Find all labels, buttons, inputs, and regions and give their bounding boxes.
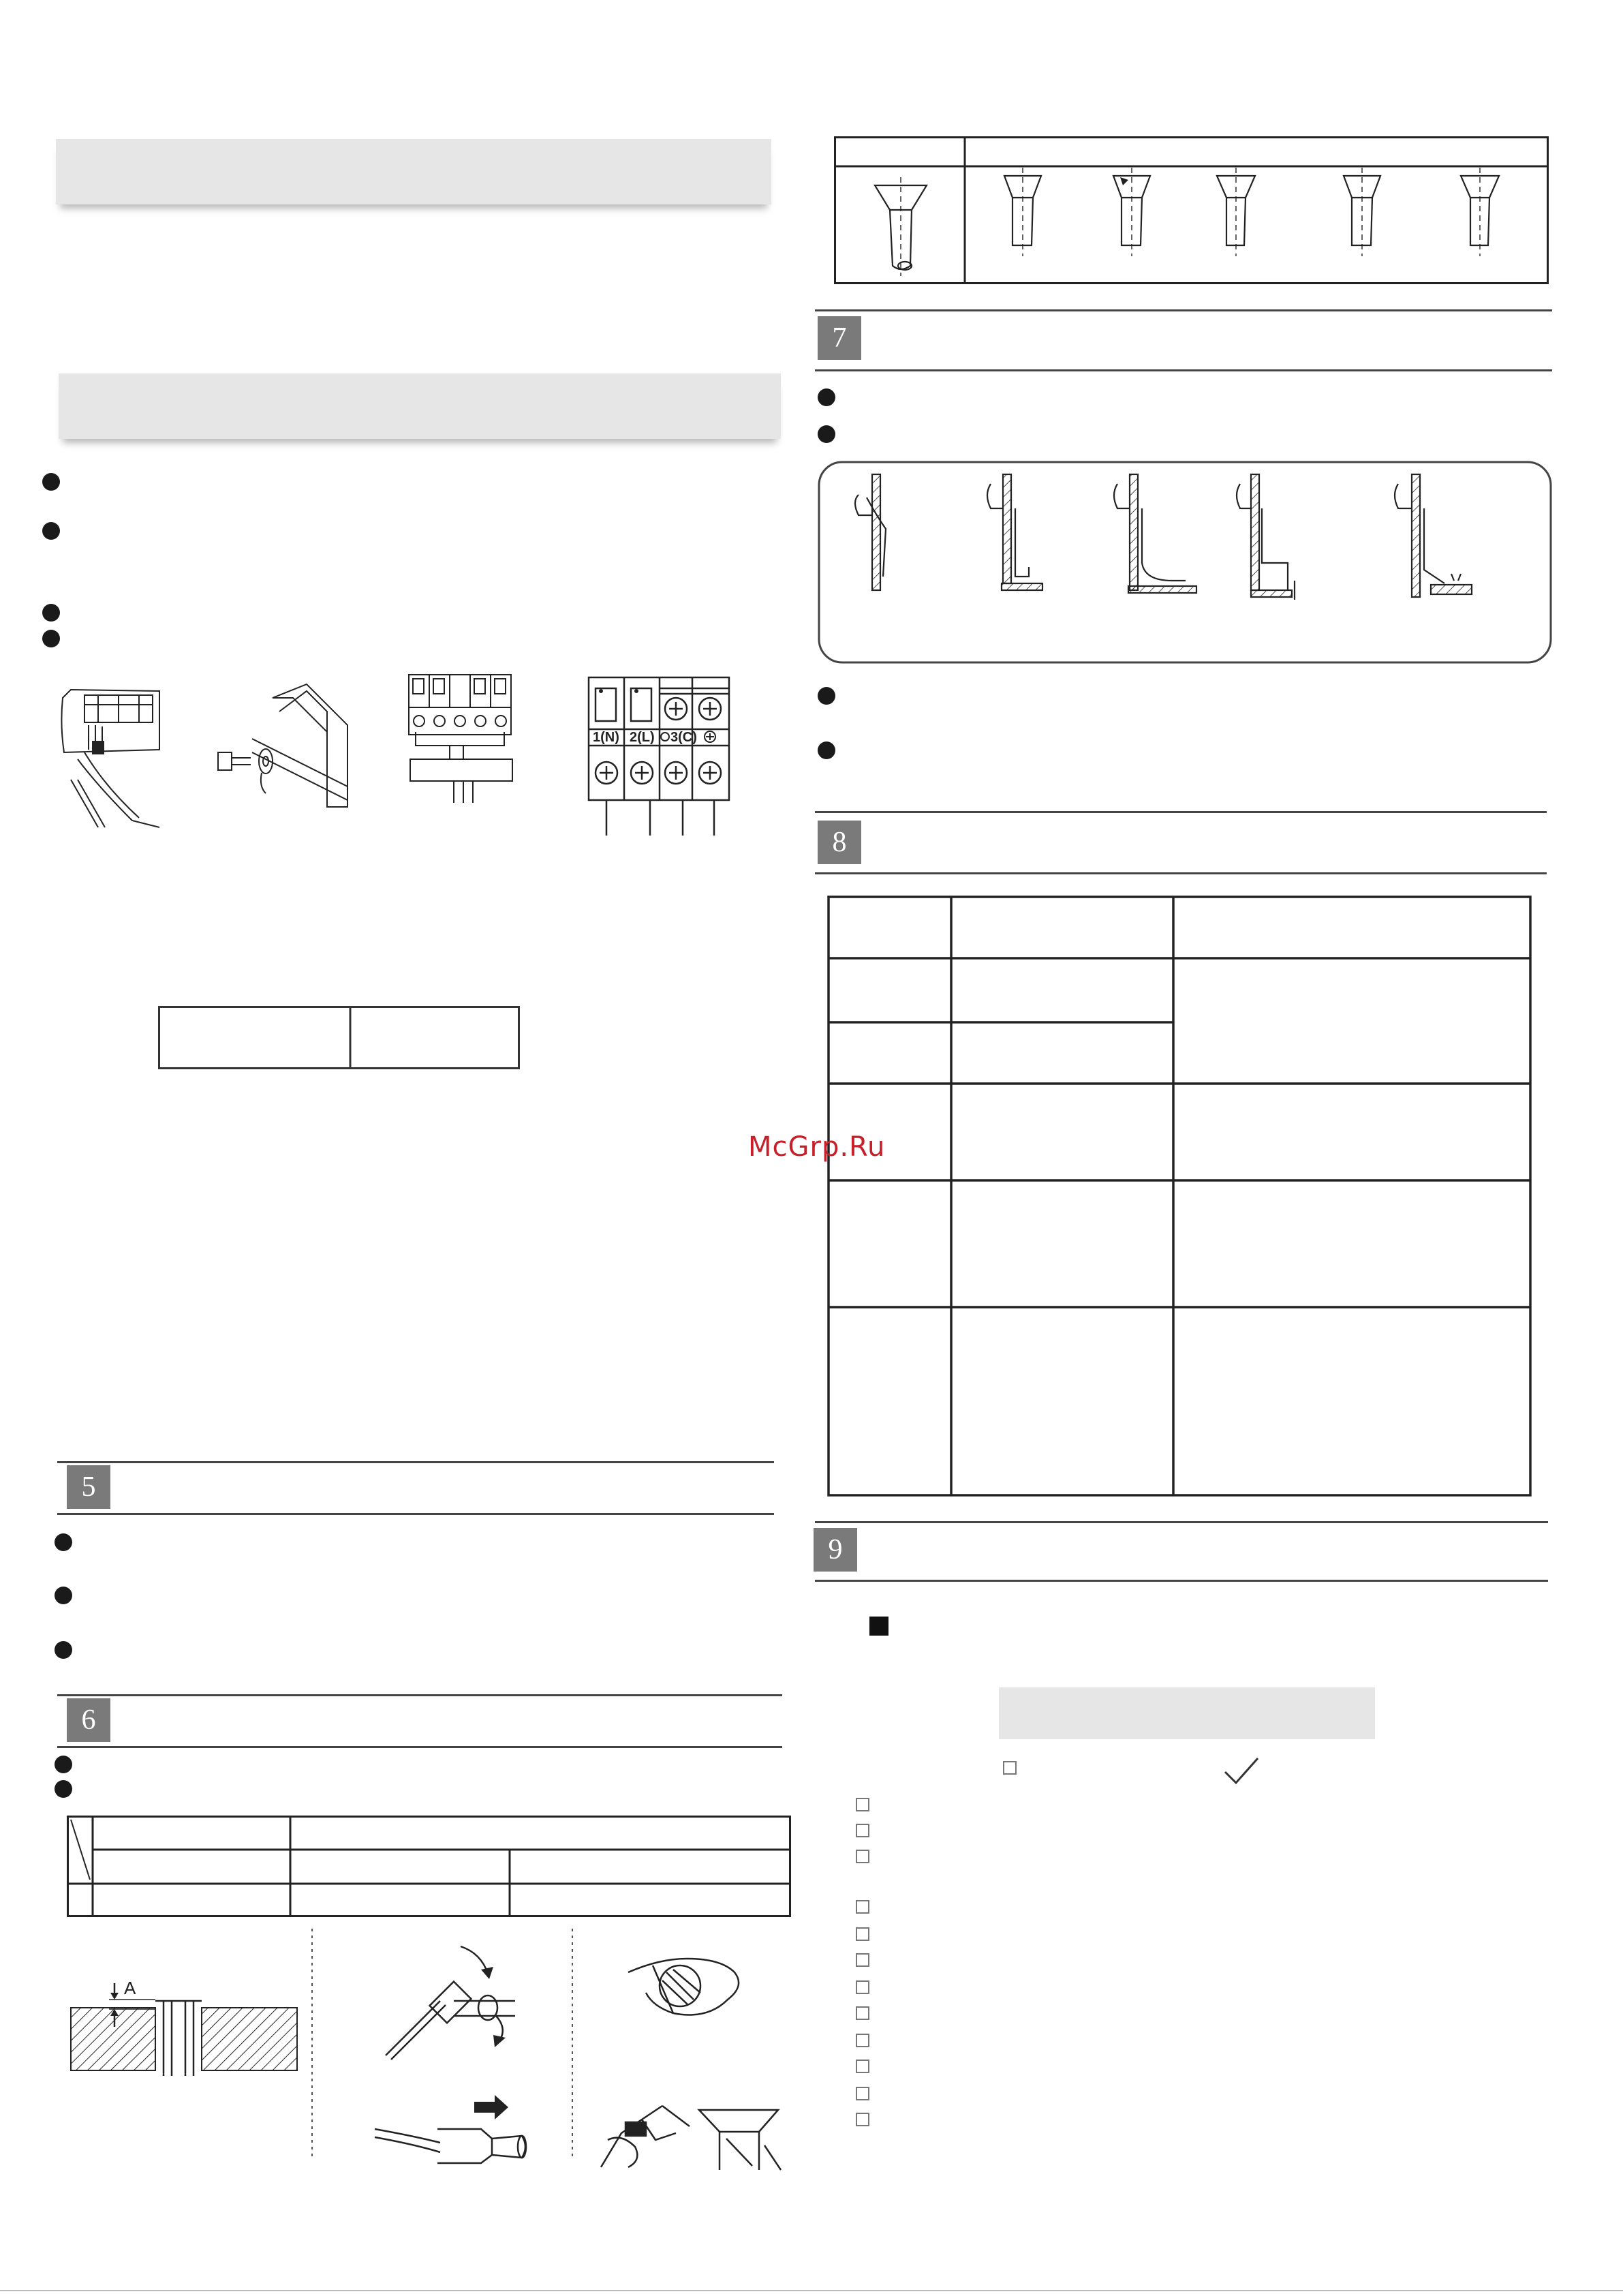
section-5-top-line [57, 1461, 774, 1463]
wire-size-table [158, 1006, 521, 1070]
watermark-text: McGrp.Ru [748, 1131, 886, 1163]
bullet [42, 604, 60, 622]
check-mark-icon [1222, 1756, 1261, 1787]
checklist-checkbox[interactable] [856, 1850, 869, 1863]
terminal-label-1n: 1(N) [593, 730, 619, 745]
troubleshooting-table [827, 896, 1532, 1498]
cable-clamp-illustration [211, 684, 354, 821]
section-7-number: 7 [818, 316, 861, 360]
heading-bar-1 [56, 139, 771, 204]
checklist-checkbox[interactable] [856, 2034, 869, 2047]
flared-pipe-end [696, 2104, 782, 2173]
checklist-checkbox[interactable] [856, 2060, 869, 2073]
bullet [42, 522, 60, 540]
terminal-label-2l: 2(L) [630, 730, 655, 745]
section-7-top-line [815, 309, 1552, 311]
page-bottom-edge [0, 2290, 1623, 2291]
terminal-label-3c: 3(C) [670, 730, 697, 745]
section-5-number: 5 [67, 1465, 110, 1509]
bullet [55, 1533, 72, 1551]
bullet [818, 741, 835, 759]
bullet [818, 687, 835, 705]
section-7-bottom-line [815, 369, 1552, 371]
checklist-checkbox[interactable] [856, 2113, 869, 2126]
section-8-top-line [815, 811, 1547, 813]
hand-tightening-illustration [625, 1945, 748, 2034]
pipe-insert-illustration [372, 2088, 529, 2170]
checklist-checkbox[interactable] [856, 2006, 869, 2020]
checklist-checkbox[interactable] [856, 1824, 869, 1837]
flare-dimension-a: A [124, 1978, 136, 1998]
section-6-number: 6 [67, 1698, 110, 1742]
heading-bar-2 [59, 373, 781, 439]
section-9-number: 9 [814, 1528, 857, 1572]
flare-dimension-table [67, 1816, 792, 1919]
checklist-checkbox[interactable] [856, 1980, 869, 1994]
bullet [55, 1756, 72, 1773]
wiring-panel-illustration [57, 684, 166, 834]
flare-cross-section [68, 1974, 300, 2083]
section-8-bottom-line [815, 872, 1547, 874]
bullet [55, 1780, 72, 1798]
terminal-block-small [406, 673, 515, 810]
checklist-checkbox[interactable] [856, 1953, 869, 1967]
checklist-checkbox[interactable] [856, 1900, 869, 1914]
square-bullet [869, 1617, 888, 1636]
section-5-bottom-line [57, 1513, 774, 1515]
checklist-checkbox[interactable] [856, 1927, 869, 1941]
section-6-top-line [57, 1694, 782, 1696]
section-6-bottom-line [57, 1746, 782, 1748]
bullet [55, 1641, 72, 1659]
flare-comparison-table [834, 136, 1549, 286]
checklist-checkbox[interactable] [856, 2087, 869, 2100]
pipe-cutter-illustration [379, 1940, 529, 2062]
checklist-header-checkbox[interactable] [1003, 1761, 1017, 1775]
section-9-top-line [815, 1521, 1548, 1523]
checklist-checkbox[interactable] [856, 1798, 869, 1811]
terminal-block-labeled [586, 675, 736, 838]
section-9-bottom-line [815, 1580, 1548, 1582]
bullet [818, 425, 835, 443]
drain-hose-panel [818, 461, 1552, 665]
bullet [42, 630, 60, 647]
bullet [42, 473, 60, 491]
bullet [818, 388, 835, 406]
checklist-header-bar [999, 1687, 1375, 1739]
bullet [55, 1587, 72, 1604]
flaring-tool-illustration [594, 2099, 696, 2174]
section-8-number: 8 [818, 821, 861, 864]
